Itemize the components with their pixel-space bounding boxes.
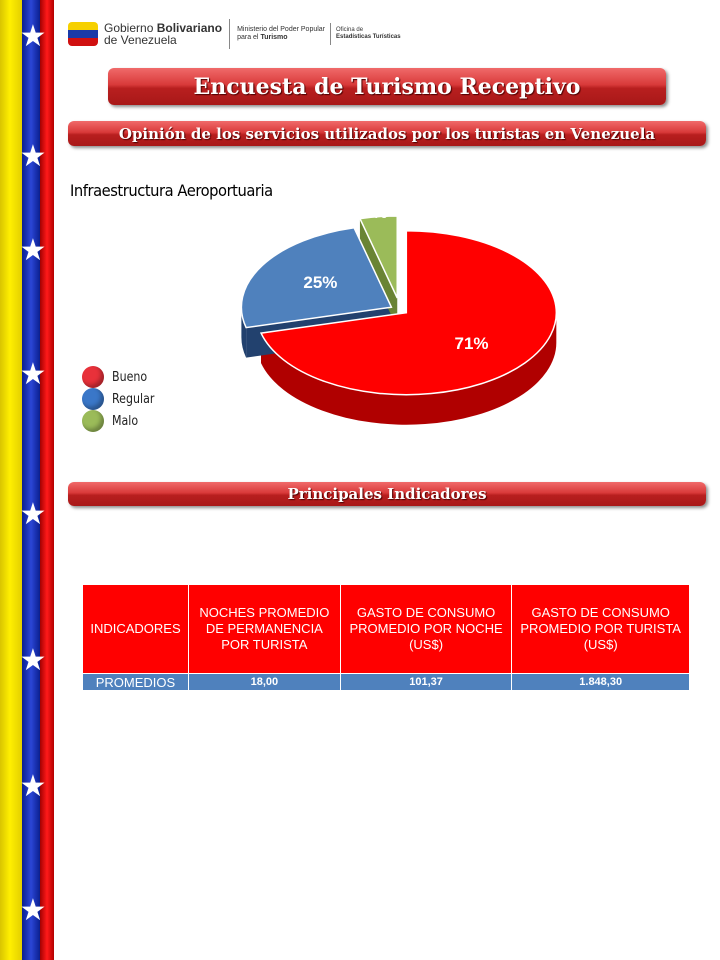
legend-item-malo: [82, 410, 162, 432]
table-cell: 1.848,30: [512, 674, 690, 691]
legend-swatch-regular: [82, 388, 104, 410]
oficina-line2: Estadísticas Turísticas: [336, 34, 401, 40]
legend-label-malo: Malo: [112, 413, 139, 429]
legend-label-bueno: Bueno: [112, 369, 148, 385]
table-row-label: PROMEDIOS: [83, 674, 189, 691]
page-title: Encuesta de Turismo Receptivo: [108, 68, 666, 105]
star-icon: ★: [19, 19, 47, 54]
table-header-cell: GASTO DE CONSUMO PROMEDIO POR TURISTA (US$): [512, 585, 690, 674]
table-header-cell: GASTO DE CONSUMO PROMEDIO POR NOCHE (US$): [340, 585, 512, 674]
star-icon: ★: [19, 893, 47, 928]
star-icon: ★: [19, 497, 47, 532]
star-icon: ★: [19, 643, 47, 678]
legend-label-regular: Regular: [112, 391, 155, 407]
chart-title: Infraestructura Aeroportuaria: [70, 181, 273, 200]
pie-data-label-bueno: 71%: [454, 333, 489, 353]
legend-swatch-bueno: [82, 366, 104, 388]
ministerio-line2-prefix: para el: [237, 34, 261, 41]
star-icon: ★: [19, 357, 47, 392]
star-icon: ★: [19, 139, 47, 174]
legend-swatch-malo: [82, 410, 104, 432]
gobierno-line1: Gobierno: [104, 21, 154, 35]
table-header-row: [83, 585, 690, 674]
table-cell: 101,37: [340, 674, 512, 691]
ministerio-line1: Ministerio del Poder Popular: [237, 26, 326, 33]
star-icon: ★: [19, 769, 47, 804]
chart-legend: [82, 366, 162, 432]
star-icon: ★: [19, 233, 47, 268]
page-subtitle: Opinión de los servicios utilizados por los turistas en Venezuela: [68, 121, 706, 146]
gobierno-line2: de Venezuela: [104, 33, 177, 47]
oficina-line1: Oficina de: [336, 27, 364, 33]
legend-item-regular: [82, 388, 162, 410]
table-row: [83, 674, 690, 691]
ministerio-line2-bold: Turismo: [260, 34, 288, 41]
gobierno-line1-bold: Bolivariano: [156, 21, 223, 35]
pie-data-label-malo: 4%: [362, 203, 388, 222]
indicators-title: Principales Indicadores: [68, 482, 706, 506]
legend-item-bueno: [82, 366, 162, 388]
table-header-cell: NOCHES PROMEDIO DE PERMANENCIA POR TURISTA: [188, 585, 340, 674]
table-cell: 18,00: [188, 674, 340, 691]
pie-data-label-regular: 25%: [303, 273, 338, 293]
indicators-table: [82, 584, 690, 691]
table-header-cell: INDICADORES: [83, 585, 189, 674]
